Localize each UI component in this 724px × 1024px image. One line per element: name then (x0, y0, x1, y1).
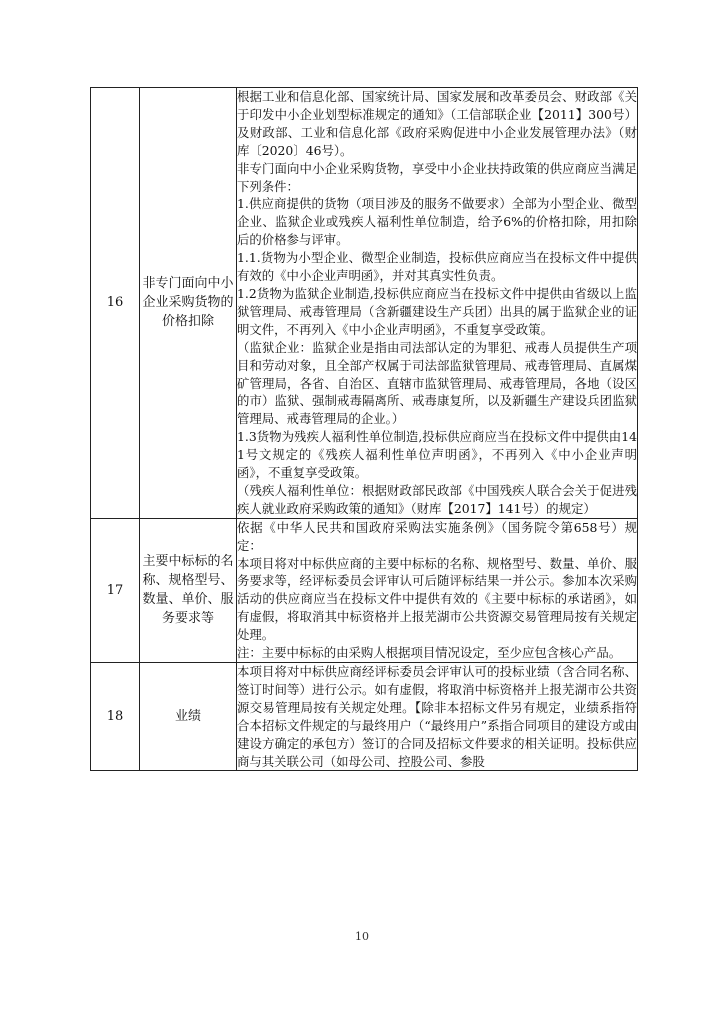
row-number-cell (91, 518, 140, 662)
content-paragraph: 本项目将对中标供应商经评标委员会评审认可的投标业绩（含合同名称、签订时间等）进行公示。如有虚假，将取消中标资格并上报芜湖市公共资源交易管理局按有关规定处理。【除非本招标文件另有规定，业绩系指符合本招标文件规定的与最终用户（“最终用户”系指合同项目的建设方或由建设方确定的承包方）签订的合同及招标文件要求的相关证明。投标供应商与其关联公司（如母公司、控股公司、参股 (237, 664, 637, 769)
item-name: 非专门面向中小企业采购货物的价格扣除 (142, 276, 234, 330)
page-number: 10 (355, 930, 369, 943)
content-paragraph: 根据工业和信息化部、国家统计局、国家发展和改革委员会、财政部《关于印发中小企业划型标准规定的通知》（工信部联企业【2011】300号）及财政部、工业和信息化部《政府采购促进中小企业发展管理办法》（财库〔2020〕46号）。 (237, 89, 637, 158)
table-row-18 (91, 663, 638, 771)
row-number: 16 (106, 295, 124, 311)
row-number-cell (91, 88, 140, 519)
table-row-17 (91, 518, 638, 662)
item-name-cell (140, 88, 237, 519)
content-paragraph: 注：主要中标标的由采购人根据项目情况设定，至少应包含核心产品。 (237, 645, 622, 661)
table-row-16 (91, 88, 638, 519)
content-paragraph: 非专门面向中小企业采购货物，享受中小企业扶持政策的供应商应当满足下列条件： (237, 160, 637, 194)
content-paragraph: （残疾人福利性单位：根据财政部民政部《中国残疾人联合会关于促进残疾人就业政府采购政策的通知》（财库【2017】141号）的规定） (237, 482, 637, 516)
item-content-cell (237, 88, 638, 519)
content-paragraph: 依据《中华人民共和国政府采购法实施条例》（国务院令第658号）规定： (237, 519, 637, 553)
content-paragraph: 1.2货物为监狱企业制造,投标供应商应当在投标文件中提供由省级以上监狱管理局、戒毒管理局（含新疆建设生产兵团）出具的属于监狱企业的证明文件，不再列入《中小企业声明函》，不重复享受政策。 (237, 285, 637, 337)
row-number-cell (91, 663, 140, 771)
content-paragraph: 本项目将对中标供应商的主要中标标的名称、规格型号、数量、单价、服务要求等，经评标委员会评审认可后随评标结果一并公示。参加本次采购活动的供应商应当在投标文件中提供有效的《主要中标标的承诺函》，如有虚假，将取消其中标资格并上报芜湖市公共资源交易管理局按有关规定处理。 (237, 555, 637, 643)
item-content-cell (237, 663, 638, 771)
row-number: 17 (106, 582, 124, 598)
item-name: 业绩 (174, 709, 201, 725)
content-paragraph: 1.1.货物为小型企业、微型企业制造，投标供应商应当在投标文件中提供有效的《中小企业声明函》，并对其真实性负责。 (237, 250, 637, 284)
item-name-cell (140, 518, 237, 662)
content-paragraph: 1.3货物为残疾人福利性单位制造,投标供应商应当在投标文件中提供由141号文规定的《残疾人福利性单位声明函》，不再列入《中小企业声明函》，不重复享受政策。 (237, 429, 637, 481)
row-number: 18 (106, 709, 124, 725)
item-content-cell (237, 518, 638, 662)
content-paragraph: 1.供应商提供的货物（项目涉及的服务不做要求）全部为小型企业、微型企业、监狱企业或残疾人福利性单位制造，给予6%的价格扣除，用扣除后的价格参与评审。 (237, 196, 637, 248)
item-name: 主要中标标的名称、规格型号、数量、单价、服务要求等 (142, 554, 234, 627)
requirements-table (90, 87, 638, 771)
content-paragraph: （监狱企业：监狱企业是指由司法部认定的为罪犯、戒毒人员提供生产项目和劳动对象，且全部产权属于司法部监狱管理局、戒毒管理局、直属煤矿管理局，各省、自治区、直辖市监狱管理局、戒毒管理局，各地（设区的市）监狱、强制戒毒隔离所、戒毒康复所，以及新疆生产建设兵团监狱管理局、戒毒管理局的企业。） (237, 339, 637, 427)
item-name-cell (140, 663, 237, 771)
